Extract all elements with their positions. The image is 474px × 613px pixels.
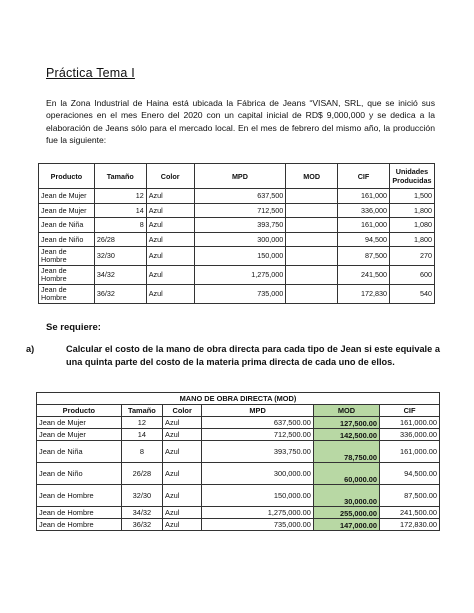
table-row	[37, 429, 440, 441]
color-cell: Azul	[146, 285, 194, 304]
product-cell: Jean de Hombre	[37, 507, 122, 519]
product-cell: Jean de Mujer	[39, 189, 95, 204]
mpd-cell: 1,275,000.00	[202, 507, 314, 519]
page-title: Práctica Tema I	[46, 66, 135, 80]
units-cell: 1,080	[389, 218, 434, 233]
mod-cell: 60,000.00	[313, 463, 379, 485]
product-cell: Jean de Hombre	[37, 485, 122, 507]
size-cell: 34/32	[94, 266, 146, 285]
cif-cell: 336,000	[338, 203, 390, 218]
mod-cell: 127,500.00	[313, 417, 379, 429]
production-table	[38, 163, 435, 304]
product-cell: Jean de Hombre	[39, 285, 95, 304]
product-cell: Jean de Mujer	[37, 429, 122, 441]
size-cell: 12	[121, 417, 162, 429]
color-cell: Azul	[146, 203, 194, 218]
size-cell: 36/32	[121, 519, 162, 531]
cif-cell: 87,500	[338, 247, 390, 266]
table-row	[39, 266, 435, 285]
mod-cell	[286, 266, 338, 285]
mod-cell: 147,000.00	[313, 519, 379, 531]
color-cell: Azul	[163, 417, 202, 429]
mod-cell: 142,500.00	[313, 429, 379, 441]
units-cell: 270	[389, 247, 434, 266]
mod-cell	[286, 247, 338, 266]
mod-cell	[286, 285, 338, 304]
product-cell: Jean de Niña	[37, 441, 122, 463]
size-cell: 26/28	[121, 463, 162, 485]
product-cell: Jean de Mujer	[39, 203, 95, 218]
column-header: Tamaño	[94, 164, 146, 189]
mpd-cell: 150,000	[194, 247, 286, 266]
mpd-cell: 150,000.00	[202, 485, 314, 507]
size-cell: 32/30	[94, 247, 146, 266]
cif-cell: 94,500.00	[380, 463, 440, 485]
column-header: MPD	[194, 164, 286, 189]
units-cell: 1,800	[389, 203, 434, 218]
size-cell: 34/32	[121, 507, 162, 519]
size-cell: 8	[94, 218, 146, 233]
mpd-cell: 1,275,000	[194, 266, 286, 285]
requirements-heading: Se requiere:	[46, 322, 101, 333]
mod-table	[36, 392, 440, 531]
units-cell: 540	[389, 285, 434, 304]
column-header: Producto	[37, 405, 122, 417]
units-cell: 1,500	[389, 189, 434, 204]
cif-cell: 87,500.00	[380, 485, 440, 507]
product-cell: Jean de Niña	[39, 218, 95, 233]
table-row	[37, 463, 440, 485]
table-row	[37, 519, 440, 531]
cif-cell: 161,000	[338, 218, 390, 233]
product-cell: Jean de Hombre	[39, 247, 95, 266]
cif-cell: 161,000.00	[380, 441, 440, 463]
color-cell: Azul	[146, 189, 194, 204]
color-cell: Azul	[163, 429, 202, 441]
table-row	[37, 441, 440, 463]
size-cell: 32/30	[121, 485, 162, 507]
table-row	[39, 247, 435, 266]
size-cell: 12	[94, 189, 146, 204]
size-cell: 36/32	[94, 285, 146, 304]
question-a-text: Calcular el costo de la mano de obra directa para cada tipo de Jean si este equivale a una quinta parte del costo de la materia prima directa de cada uno de ellos.	[66, 344, 440, 367]
color-cell: Azul	[163, 441, 202, 463]
cif-cell: 241,500.00	[380, 507, 440, 519]
cif-cell: 172,830	[338, 285, 390, 304]
cif-cell: 172,830.00	[380, 519, 440, 531]
table-row	[39, 203, 435, 218]
question-a	[26, 343, 440, 369]
color-cell: Azul	[146, 266, 194, 285]
column-header: MPD	[202, 405, 314, 417]
column-header: Unidades Producidas	[389, 164, 434, 189]
color-cell: Azul	[146, 232, 194, 247]
size-cell: 8	[121, 441, 162, 463]
mod-cell: 30,000.00	[313, 485, 379, 507]
column-header: Producto	[39, 164, 95, 189]
size-cell: 14	[94, 203, 146, 218]
product-cell: Jean de Niño	[37, 463, 122, 485]
cif-cell: 336,000.00	[380, 429, 440, 441]
mpd-cell: 393,750.00	[202, 441, 314, 463]
table-row	[39, 285, 435, 304]
column-header: CIF	[380, 405, 440, 417]
mpd-cell: 393,750	[194, 218, 286, 233]
product-cell: Jean de Hombre	[39, 266, 95, 285]
table-row	[39, 218, 435, 233]
color-cell: Azul	[163, 463, 202, 485]
mpd-cell: 735,000	[194, 285, 286, 304]
table-row	[39, 232, 435, 247]
mod-cell	[286, 232, 338, 247]
mpd-cell: 300,000	[194, 232, 286, 247]
units-cell: 1,800	[389, 232, 434, 247]
cif-cell: 241,500	[338, 266, 390, 285]
color-cell: Azul	[163, 507, 202, 519]
table-row	[39, 189, 435, 204]
size-cell: 14	[121, 429, 162, 441]
product-cell: Jean de Hombre	[37, 519, 122, 531]
units-cell: 600	[389, 266, 434, 285]
table-row	[37, 417, 440, 429]
mod-cell	[286, 203, 338, 218]
column-header: Tamaño	[121, 405, 162, 417]
mpd-cell: 735,000.00	[202, 519, 314, 531]
column-header: MOD	[313, 405, 379, 417]
mod-cell	[286, 218, 338, 233]
question-a-label: a)	[26, 344, 35, 354]
mpd-cell: 300,000.00	[202, 463, 314, 485]
product-cell: Jean de Mujer	[37, 417, 122, 429]
mpd-cell: 637,500.00	[202, 417, 314, 429]
mpd-cell: 637,500	[194, 189, 286, 204]
color-cell: Azul	[146, 218, 194, 233]
mpd-cell: 712,500	[194, 203, 286, 218]
product-cell: Jean de Niño	[39, 232, 95, 247]
color-cell: Azul	[146, 247, 194, 266]
table-row	[37, 507, 440, 519]
cif-cell: 94,500	[338, 232, 390, 247]
mpd-cell: 712,500.00	[202, 429, 314, 441]
size-cell: 26/28	[94, 232, 146, 247]
column-header: MOD	[286, 164, 338, 189]
column-header: Color	[146, 164, 194, 189]
mod-table-caption: MANO DE OBRA DIRECTA (MOD)	[37, 393, 440, 405]
color-cell: Azul	[163, 519, 202, 531]
color-cell: Azul	[163, 485, 202, 507]
table-header-row	[37, 405, 440, 417]
column-header: CIF	[338, 164, 390, 189]
table-header-row	[39, 164, 435, 189]
cif-cell: 161,000.00	[380, 417, 440, 429]
mod-cell: 255,000.00	[313, 507, 379, 519]
column-header: Color	[163, 405, 202, 417]
mod-cell	[286, 189, 338, 204]
mod-cell: 78,750.00	[313, 441, 379, 463]
table-row	[37, 485, 440, 507]
intro-paragraph: En la Zona Industrial de Haina está ubicada la Fábrica de Jeans “VISAN, SRL, que se inició sus operaciones en el mes Enero del 2020 con un capital inicial de RD$ 9,000,000 y se dedica a la elaboración de Jeans sólo para el mercado local. En el mes de febrero del mismo año, la producción fue la siguiente:	[46, 98, 435, 146]
cif-cell: 161,000	[338, 189, 390, 204]
